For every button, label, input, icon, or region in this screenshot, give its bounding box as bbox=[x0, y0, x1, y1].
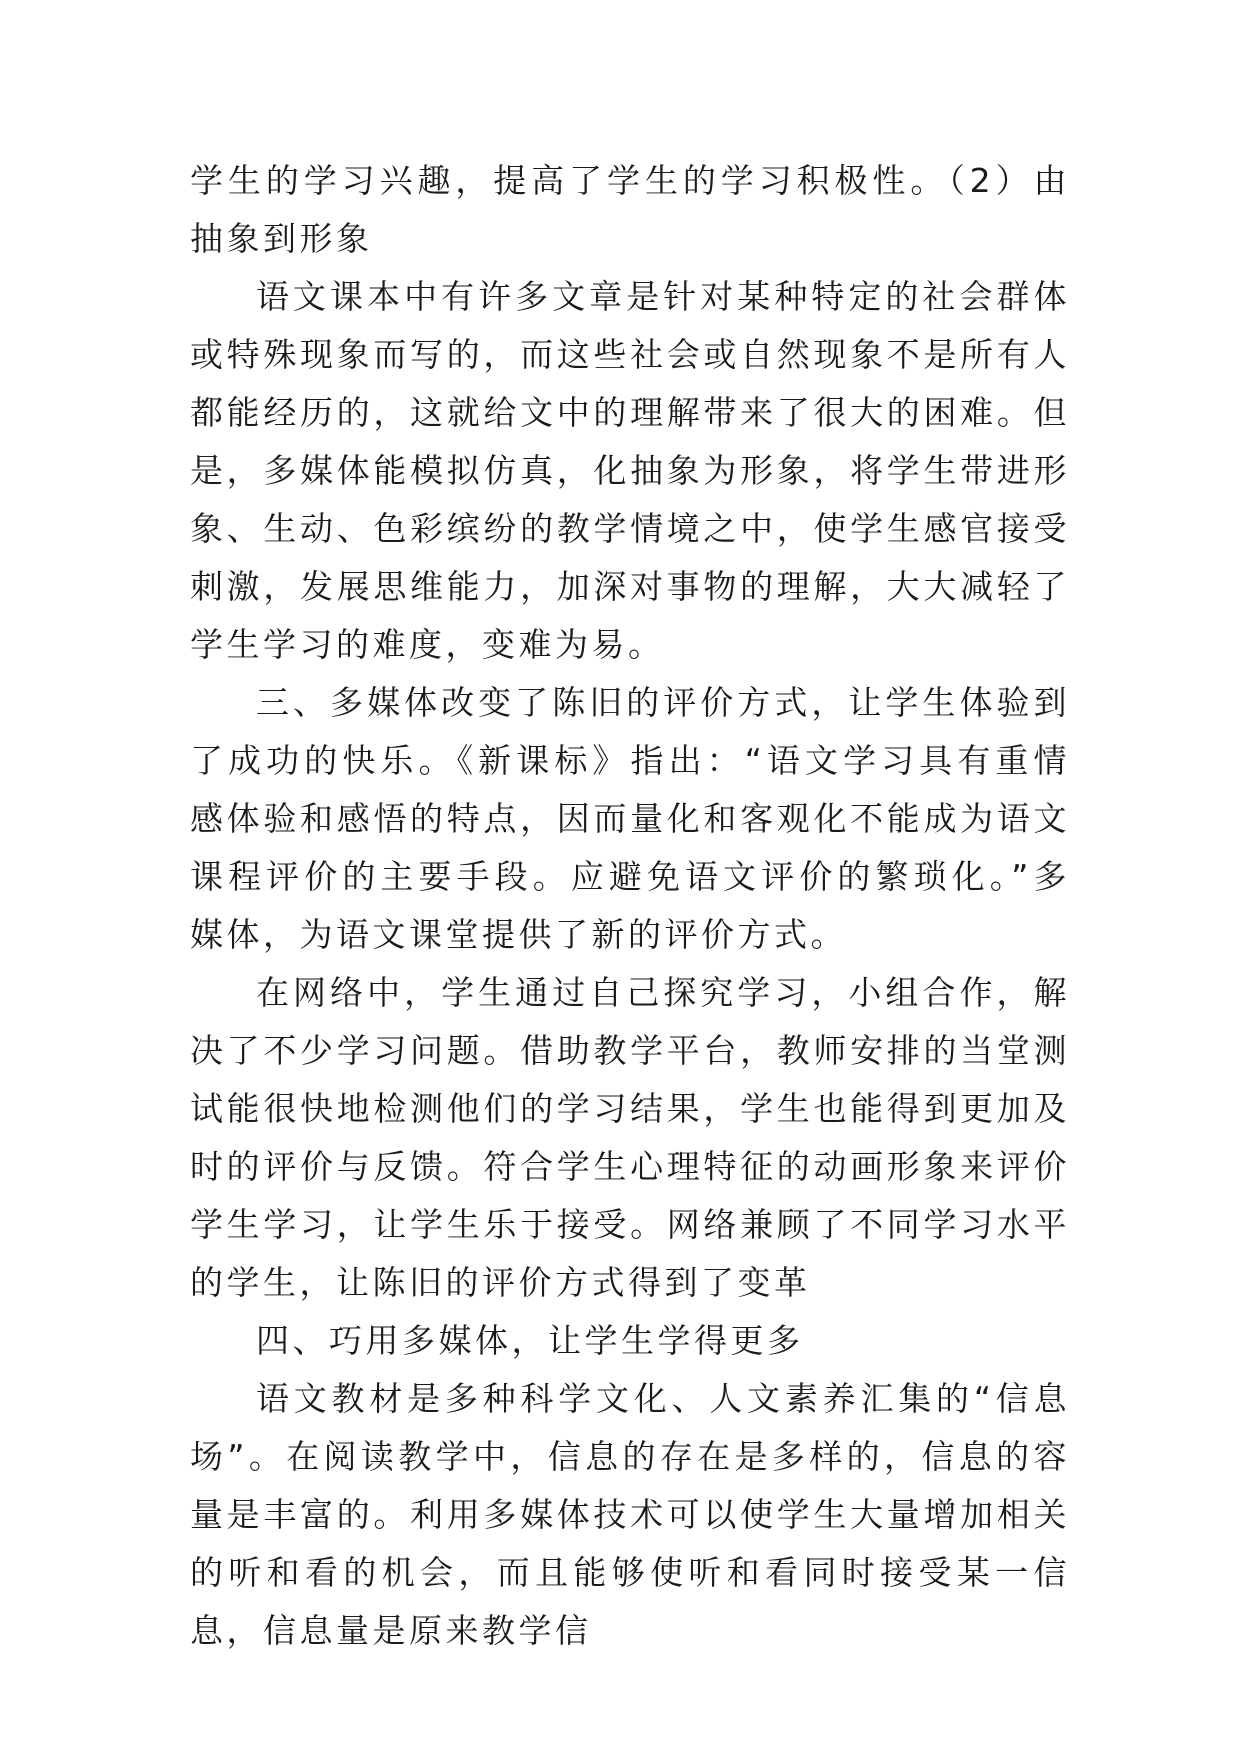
paragraph-continued: 学生的学习兴趣，提高了学生的学习积极性。（2）由抽象到形象 bbox=[190, 161, 1070, 258]
paragraph-section-three: 三、多媒体改变了陈旧的评价方式，让学生体验到了成功的快乐。《新课标》指出：“语文学习具有重情感体验和感悟的特点，因而量化和客观化不能成为语文课程评价的主要手段。应避免语文评价的繁琐化。”多媒体，为语文课堂提供了新的评价方式。 bbox=[190, 683, 1070, 954]
section-heading-four: 四、巧用多媒体，让学生学得更多 bbox=[256, 1321, 804, 1360]
paragraph-network-learning: 在网络中，学生通过自己探究学习，小组合作，解决了不少学习问题。借助教学平台，教师安排的当堂测试能很快地检测他们的学习结果，学生也能得到更加及时的评价与反馈。符合学生心理特征的动画形象来评价学生学习，让学生乐于接受。网络兼顾了不同学习水平的学生，让陈旧的评价方式得到了变革 bbox=[190, 973, 1070, 1302]
document-body bbox=[190, 152, 1070, 1660]
paragraph-information-field: 语文教材是多种科学文化、人文素养汇集的“信息场”。在阅读教学中，信息的存在是多样的，信息的容量是丰富的。利用多媒体技术可以使学生大量增加相关的听和看的机会，而且能够使听和看同时接受某一信息，信息量是原来教学信 bbox=[190, 1379, 1070, 1650]
paragraph-abstract-to-concrete: 语文课本中有许多文章是针对某种特定的社会群体或特殊现象而写的，而这些社会或自然现象不是所有人都能经历的，这就给文中的理解带来了很大的困难。但是，多媒体能模拟仿真，化抽象为形象，将学生带进形象、生动、色彩缤纷的教学情境之中，使学生感官接受刺激，发展思维能力，加深对事物的理解，大大减轻了学生学习的难度，变难为易。 bbox=[190, 277, 1070, 664]
